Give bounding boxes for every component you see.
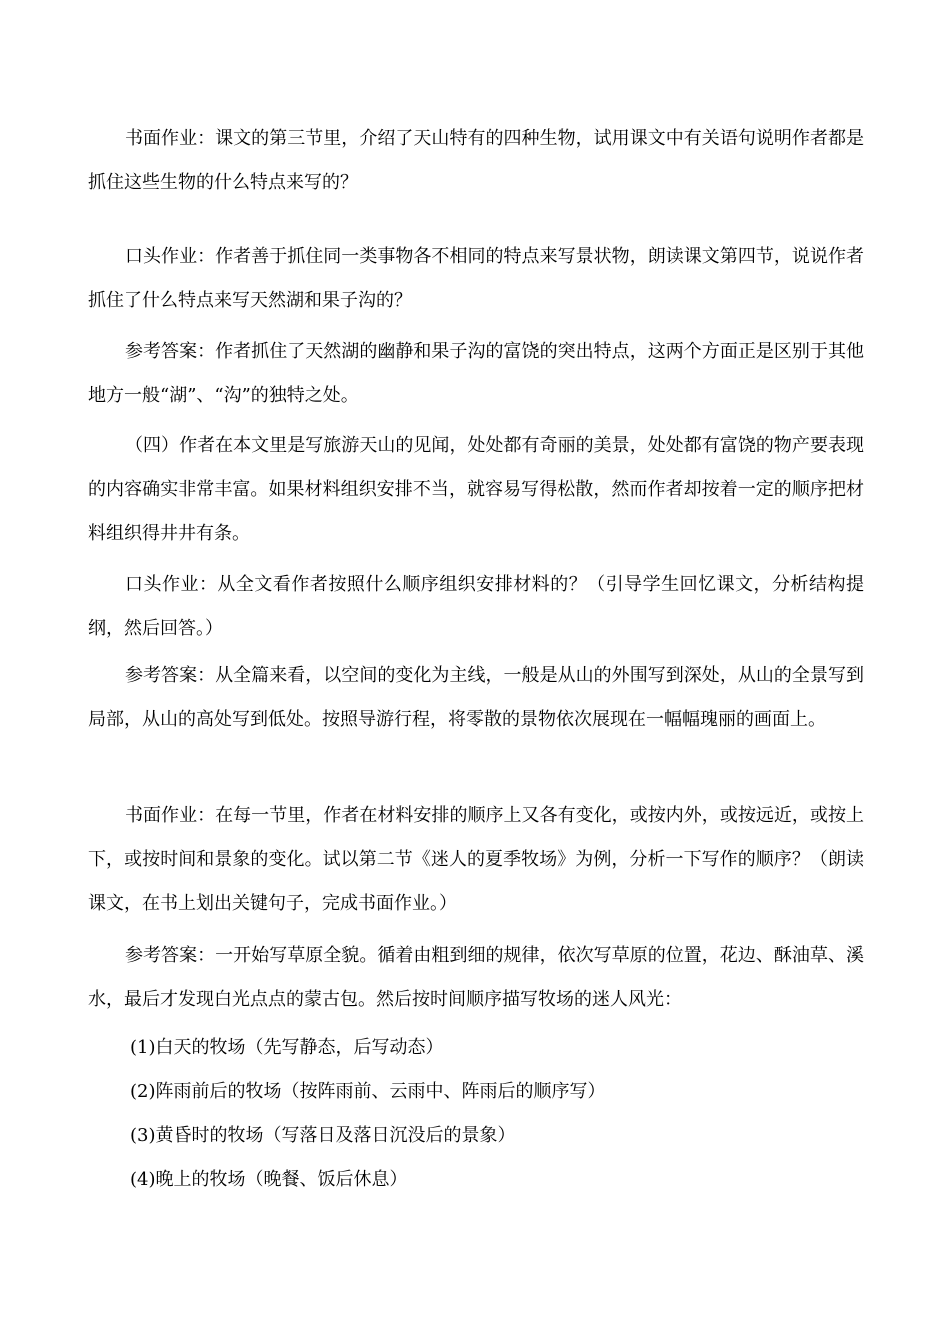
paragraph-answer-1: 参考答案：作者抓住了天然湖的幽静和果子沟的富饶的突出特点，这两个方面正是区别于其他地方一般“湖”、“沟”的独特之处。 [88, 341, 864, 406]
paragraph-section-four: （四）作者在本文里是写旅游天山的见闻，处处都有奇丽的美景，处处都有富饶的物产要表现的内容确实非常丰富。如果材料组织安排不当，就容易写得松散，然而作者却按着一定的顺序把材料组织得井井有条。 [88, 435, 864, 544]
list-item: (2)阵雨前后的牧场（按阵雨前、云雨中、阵雨后的顺序写） [130, 1081, 606, 1102]
list-item: (4)晚上的牧场（晚餐、饭后休息） [130, 1169, 408, 1190]
paragraph-oral-homework-2: 口头作业：从全文看作者按照什么顺序组织安排材料的？（引导学生回忆课文，分析结构提纲，然后回答。） [88, 574, 864, 639]
list-item: (3)黄昏时的牧场（写落日及落日沉没后的景象） [130, 1125, 516, 1146]
paragraph-answer-3: 参考答案：一开始写草原全貌。循着由粗到细的规律，依次写草原的位置，花边、酥油草、溪水，最后才发现白光点点的蒙古包。然后按时间顺序描写牧场的迷人风光： [88, 945, 864, 1010]
paragraph-answer-2: 参考答案：从全篇来看，以空间的变化为主线，一般是从山的外围写到深处，从山的全景写到局部，从山的高处写到低处。按照导游行程，将零散的景物依次展现在一幅幅瑰丽的画面上。 [88, 665, 864, 730]
paragraph-written-homework-1: 书面作业：课文的第三节里，介绍了天山特有的四种生物，试用课文中有关语句说明作者都是抓住这些生物的什么特点来写的？ [88, 128, 864, 193]
paragraph-written-homework-2: 书面作业：在每一节里，作者在材料安排的顺序上又各有变化，或按内外，或按远近，或按上下，或按时间和景象的变化。试以第二节《迷人的夏季牧场》为例，分析一下写作的顺序？（朗读课文，在书上划出关键句子，完成书面作业。） [88, 805, 864, 914]
list-item: (1)白天的牧场（先写静态，后写动态） [130, 1037, 444, 1058]
paragraph-oral-homework-1: 口头作业：作者善于抓住同一类事物各不相同的特点来写景状物，朗读课文第四节，说说作者抓住了什么特点来写天然湖和果子沟的？ [88, 246, 864, 311]
